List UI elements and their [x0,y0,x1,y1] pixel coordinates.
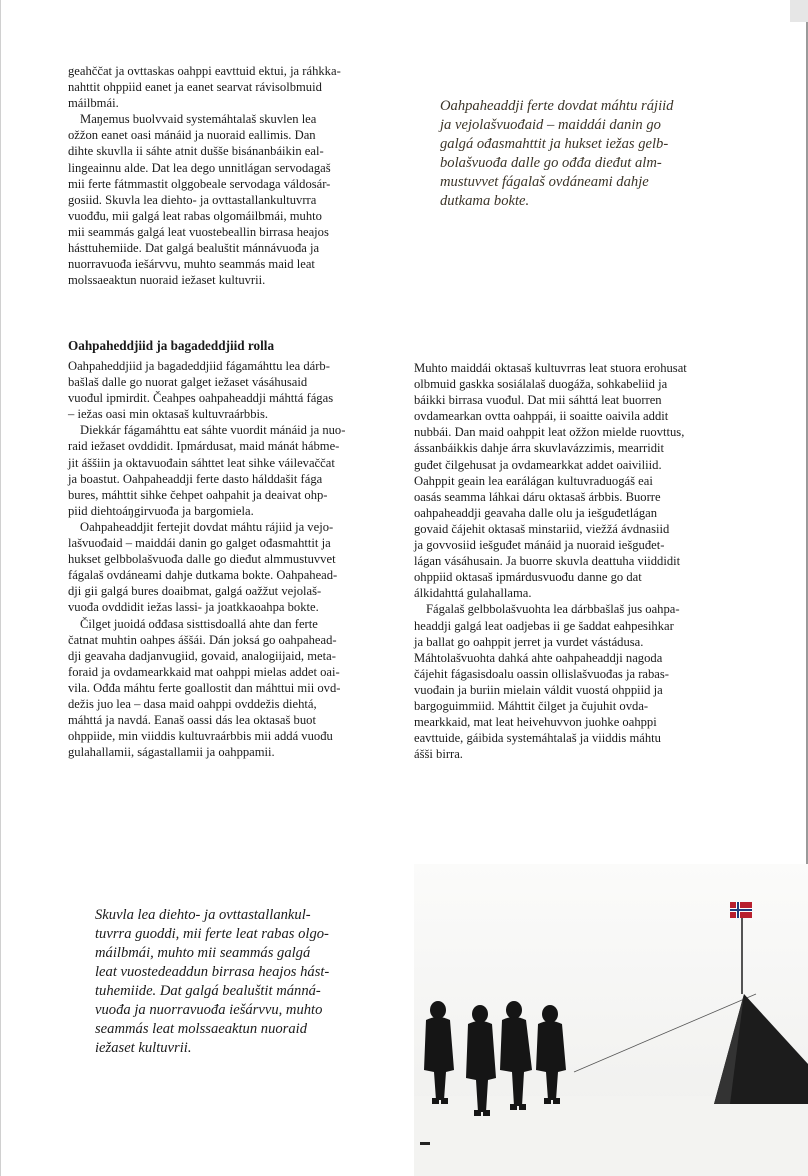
photo-illustration [414,864,808,1176]
body-paragraph: Muhto maiddái oktasaš kultuvrras leat stuora erohusat olbmuid gaskka sosiálalaš duogáža, sohkabeliid ja báikki birrasa vuođul. Dat mii sáhttá leat buorren ovdamearkan ovtta oahppái, ii soaitte oaivila addit nubbái. Dan maid oahppit leat ožžon mielde ruovttus, ássanbáikkis dahje árra skuvlavázzimis, mearridit guđet čilgehusat ja ovdamearkkat addet oaiviliid. Oahppit geain lea earálágan kultuvraduogáš eai oasás seamma láhkai dáru oktasaš árbbis. Buorre oahpaheaddji geavaha dalle olu ja iešguđetlágan govaid čájehit oktasaš minstariid, viežžá ávdnasiid ja govvosiid iešguđet mánáid ja nuoraid iešguđet- lágan vásáhusain. Ja buorre skuvla deattuha viiddidit ohppiid oktasaš ipmárdusvuođu danne go dat álkidahttá gulahallama. [414,361,687,601]
bottom-pull-quote-text: Skuvla lea diehto- ja ovttastallankul- tuvrra guoddi, mii ferte leat rabas olgo- máilbmái, muhto mii seammás galgá leat vuostedeaddun birrasa heajos hást- tuhemiide. Dat galgá bealuštit mánná- vuođa ja nuorravuođa iešárvvu, muhto seammás leat molssaeaktun nuoraid iežaset kultuvrii. [95,907,330,1056]
pull-quote-text: Oahpaheaddji ferte dovdat máhtu rájiid ja vejolašvuođaid – maiddái danin go galgá ođasmahttit ja hukset iežas gelb- bolašvuođa dalle go ođđa dieđut alm- mustuvvet fágalaš ovdáneami dahje dutkama bokte. [440,98,674,209]
page-corner-shade [790,0,808,22]
section-heading: Oahpaheddjiid ja bagadeddjiid rolla [68,338,275,353]
right-body-text [414,360,736,762]
body-paragraph: Oahpaheddjiid ja bagadeddjiid fágamáhttu lea dárb- bašlaš dalle go nuorat galget iežaset vásáhusaid vuođul ipmirdit. Čeahpes oahpaheaddji máhttá fágas – iežas oasi min oktasaš kultuvraárbbis. [68,359,334,422]
body-paragraph: geahččat ja ovttaskas oahppi eavttuid ektui, ja ráhkka- nahttit ohppiid eanet ja eanet searvat rávisolbmuid máilbmái. [68,64,341,111]
body-paragraph: Čilget juoidá ođđasa sisttisdoallá ahte dan ferte čatnat muhtin oahpes áššái. Dán joksá go oahpahead- dji geavaha dadjanvugiid, govaid, analogiijaid, meta- foraid ja ovdamearkkaid mat oahppi mielas addet oai- vila. Ođđa máhtu ferte goallostit dan máhttui mii ovd- dežis juo lea – dasa maid oahppi ovddežis diehtá, máhttá ja navdá. Eanaš oassi dás lea oktasaš buot ohppiide, min viiddis kultuvraárbbis mii addá vuođu gulahallamii, ságastallamii ja oahppamii. [68,616,341,760]
bottom-pull-quote [95,906,395,1058]
body-paragraph: Oahpaheaddjit fertejit dovdat máhtu rájiid ja vejo- lašvuođaid – maiddái danin go galget ođasmahttit ja hukset gelbbolašvuođa dalle go dieđut almmustuvvet fágalaš ovdáneami dahje dutkama bokte. Oahpahead- dji gii galgá bures doaibmat, galgá oažžut vejolaš- vuođa ovddidit iežas lassi- ja joatkkaoahpa bokte. [68,519,338,615]
norwegian-flag-icon [730,902,752,918]
body-paragraph: Diekkár fágamáhttu eat sáhte vuordit mánáid ja nuo- raid iežaset ovddidit. Ipmárdusat, maid mánát hábme- jit áššiin ja oktavuođain sáhttet leat sihke váilevaččat ja boastut. Oahpaheaddji ferte dasto hálddašit fága bures, máhttit sihke čehpet oahpahit ja deaivat ohp- piid diehtoáŋgirvuođa ja bargomiela. [68,423,346,518]
page-left-edge [0,0,1,1176]
pull-quote [440,97,740,211]
body-paragraph: Maŋemus buolvvaid systemáhtalaš skuvlen lea ožžon eanet oasi mánáid ja nuoraid eallimis. Dan dihte skuvlla ii sáhte atnit dušše bisánanbáikin eal- lingeainnu alde. Dat lea dego unnitlágan servodagaš mii ferte fátmmastit olggobeale servodaga váldosár- gosiid. Skuvla lea diehto- ja ovttastallankultuvrra vuođđu, mii galgá leat rabas olgomáilbmái, muhto mii seammás galgá leat vuostebeallin birrasa heajos hásttuhemiide. Dat galgá bealuštit mánnávuođa ja nuorravuođa iešárvvu, muhto seammás maid leat molssaeaktun nuoraid iežaset kultuvrii. [68,112,331,288]
body-paragraph: Fágalaš gelbbolašvuohta lea dárbbašlaš jus oahpa- headdji galgá leat oadjebas ii ge šaddat eahpesihkar ja ballat go oahppit jerret ja vurdet vástádusa. Máhtolašvuohta dahká ahte oahpaheaddji nagoda čájehit fágasisdoalu oassin ollislašvuođas ja rabas- vuođain ja buriin mielain váldit vuostá ohppiid ja bargoguimmiid. Máhttit čilget ja čujuhit ovda- mearkkaid, mat leat heivehuvvon juohke oahppi eavttuide, gáibida systemáhtalaš ja viiddis máhtu ášši birra. [414,602,680,762]
left-section [68,338,386,760]
polar-expedition-photo [414,864,808,1176]
left-intro-text [68,63,386,288]
